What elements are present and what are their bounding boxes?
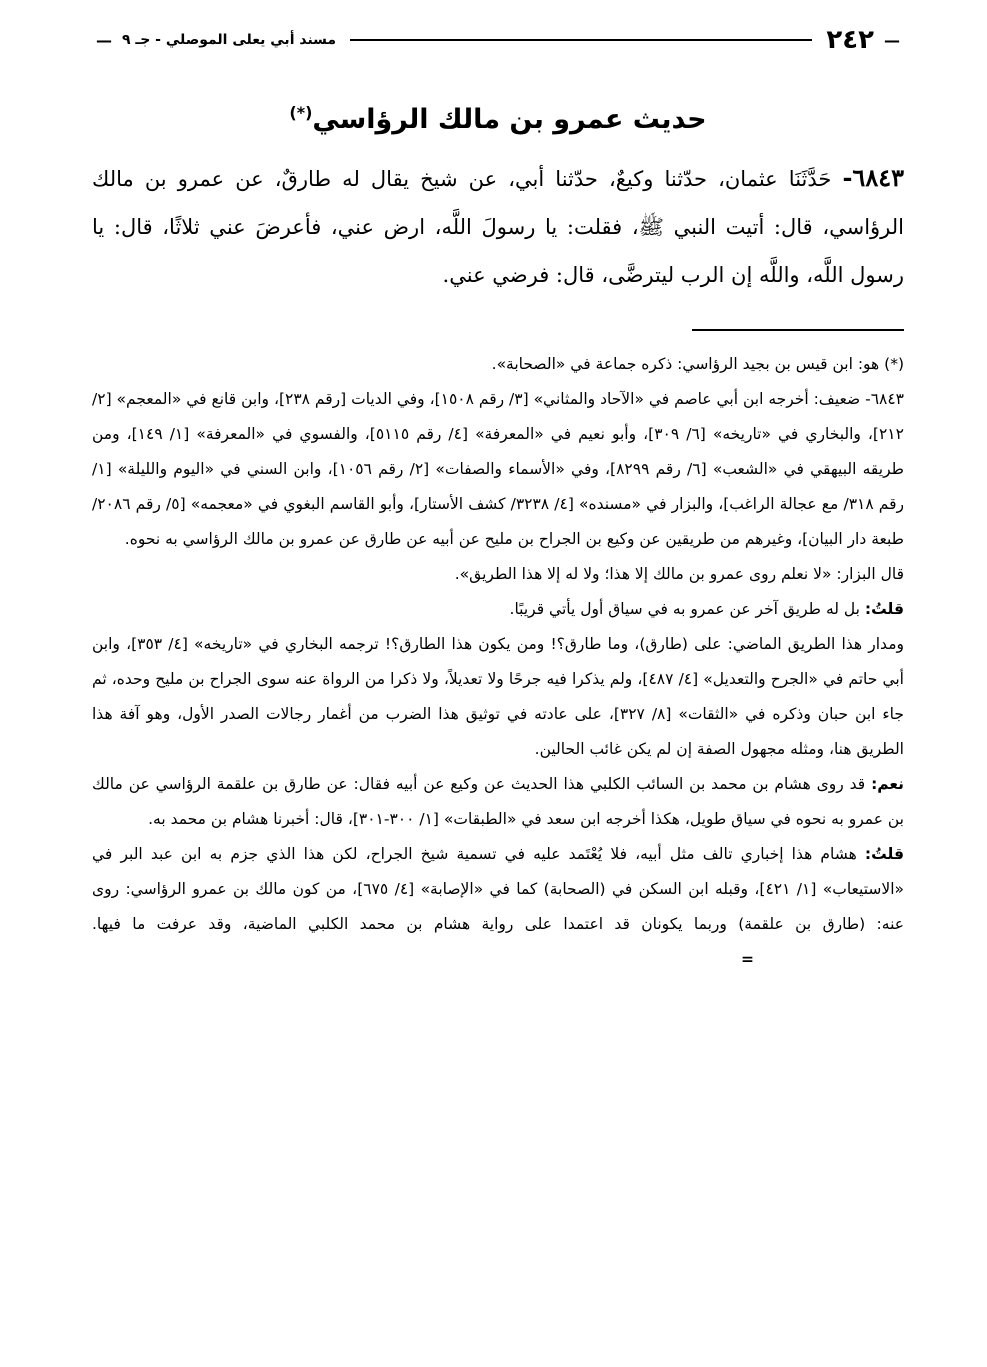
hadith-text <box>92 154 904 299</box>
qultu-text-2: هشام هذا إخباري تالف مثل أبيه، فلا يُعْتَمد عليه في تسمية شيخ الجراح، لكن هذا الذي جزم به ابن عبد البر في «الاستيعاب» [١/ ٤٢١]، وقبله ابن السكن في (الصحابة) كما في «الإصابة» [٤/ ٦٧٥]، من كون مالك بن عمرو الرؤاسي: روى عنه: (طارق بن علقمة) وربما يكونان قد اعتمدا على رواية هشام بن محمد الكلبي الماضية، وقد عرفت ما فيها. <box>92 845 905 933</box>
document-page <box>92 20 904 1340</box>
running-header <box>92 20 904 60</box>
qultu-text: بل له طريق آخر عن عمرو به في سياق أول يأتي قريبًا. <box>509 600 860 618</box>
header-dash-left: — <box>96 30 112 50</box>
qultu-label: قلتُ: <box>864 600 904 618</box>
header-rule <box>350 39 812 41</box>
chapter-title <box>92 92 904 134</box>
footnote-naam <box>92 767 904 837</box>
hadith-body: حَدَّثَنَا عثمان، حدّثنا وكيعٌ، حدّثنا أبي، عن شيخ يقال له طارقٌ، عن عمرو بن مالك الرؤاسي، قال: أتيت النبي ﷺ، فقلت: يا رسولَ اللَّه، ارض عني، فأعرضَ عني ثلاثًا، قال: يا رسول اللَّه، واللَّه إن الرب ليترضَّى، قال: فرضي عني. <box>92 167 904 287</box>
header-dash-right: — <box>884 30 900 50</box>
footnote-bazzar: قال البزار: «لا نعلم روى عمرو بن مالك إلا هذا؛ ولا له إلا هذا الطريق». <box>454 565 904 583</box>
hadith-number: ٦٨٤٣- <box>842 163 904 192</box>
footnote-takhrij: ٦٨٤٣- ضعيف: أخرجه ابن أبي عاصم في «الآحاد والمثاني» [٣/ رقم ١٥٠٨]، وفي الديات [رقم ٢٣٨]، وابن قانع في «المعجم» [٢/ ٢١٢]، والبخاري في «تاريخه» [٦/ ٣٠٩]، وأبو نعيم في «المعرفة» [٤/ رقم ٥١١٥]، والفسوي في «المعرفة» [١/ ١٤٩]، ومن طريقه البيهقي في «الشعب» [٦/ رقم ٨٢٩٩]، وفي «الأسماء والصفات» [٢/ رقم ١٠٥٦]، وابن السني في «اليوم والليلة» [١/ رقم ٣١٨/ مع عجالة الراغب]، والبزار في «مسنده» [٤/ ٣٢٣٨/ كشف الأستار]، وأبو القاسم البغوي في «معجمه» [٥/ رقم ٢٠٨٦/ طبعة دار البيان]، وغيرهم من طريقين عن وكيع بن الجراح بن مليح عن أبيه عن طارق عن عمرو بن مالك الرؤاسي به نحوه. <box>92 390 905 548</box>
footnotes <box>92 347 904 977</box>
continuation-mark: = <box>741 950 754 968</box>
qultu-label-2: قلتُ: <box>864 845 904 863</box>
footnote-separator <box>692 329 904 331</box>
book-title: مسند أبي يعلى الموصلي - جـ ٩ <box>122 32 337 48</box>
naam-text: قد روى هشام بن محمد بن السائب الكلبي هذا الحديث عن وكيع عن أبيه فقال: عن طارق بن علقمة الرؤاسي عن مالك بن عمرو به نحوه في سياق طويل، هكذا أخرجه ابن سعد في «الطبقات» [١/ ٣٠٠-٣٠١]، قال: أخبرنا هشام بن محمد به. <box>92 775 904 828</box>
chapter-title-text: حديث عمرو بن مالك الرؤاسي <box>312 104 707 135</box>
footnote-qultu-2 <box>92 837 904 977</box>
chapter-footnote-marker: (*) <box>289 103 313 122</box>
footnote-star: (*) هو: ابن قيس بن بجيد الرؤاسي: ذكره جماعة في «الصحابة». <box>491 355 904 373</box>
footnote-madar: ومدار هذا الطريق الماضي: على (طارق)، وما طارق؟! ومن يكون هذا الطارق؟! ترجمه البخاري في «تاريخه» [٤/ ٣٥٣]، وابن أبي حاتم في «الجرح والتعديل» [٤/ ٤٨٧]، ولم يذكرا فيه جرحًا ولا تعديلاً، ولا ذكرا من الرواة عنه سوى الجراح بن مليح وحده، ثم جاء ابن حبان وذكره في «الثقات» [٨/ ٣٢٧]، على عادته في توثيق هذا الضرب من أغمار رجالات الصدر الأول، وهو آفة هذا الطريق هنا، ومثله مجهول الصفة إن لم يكن غائب الحالين. <box>92 635 904 758</box>
naam-label: نعم: <box>871 775 904 793</box>
page-number: ٢٤٢ <box>826 25 874 55</box>
footnote-qultu-1 <box>92 592 904 627</box>
